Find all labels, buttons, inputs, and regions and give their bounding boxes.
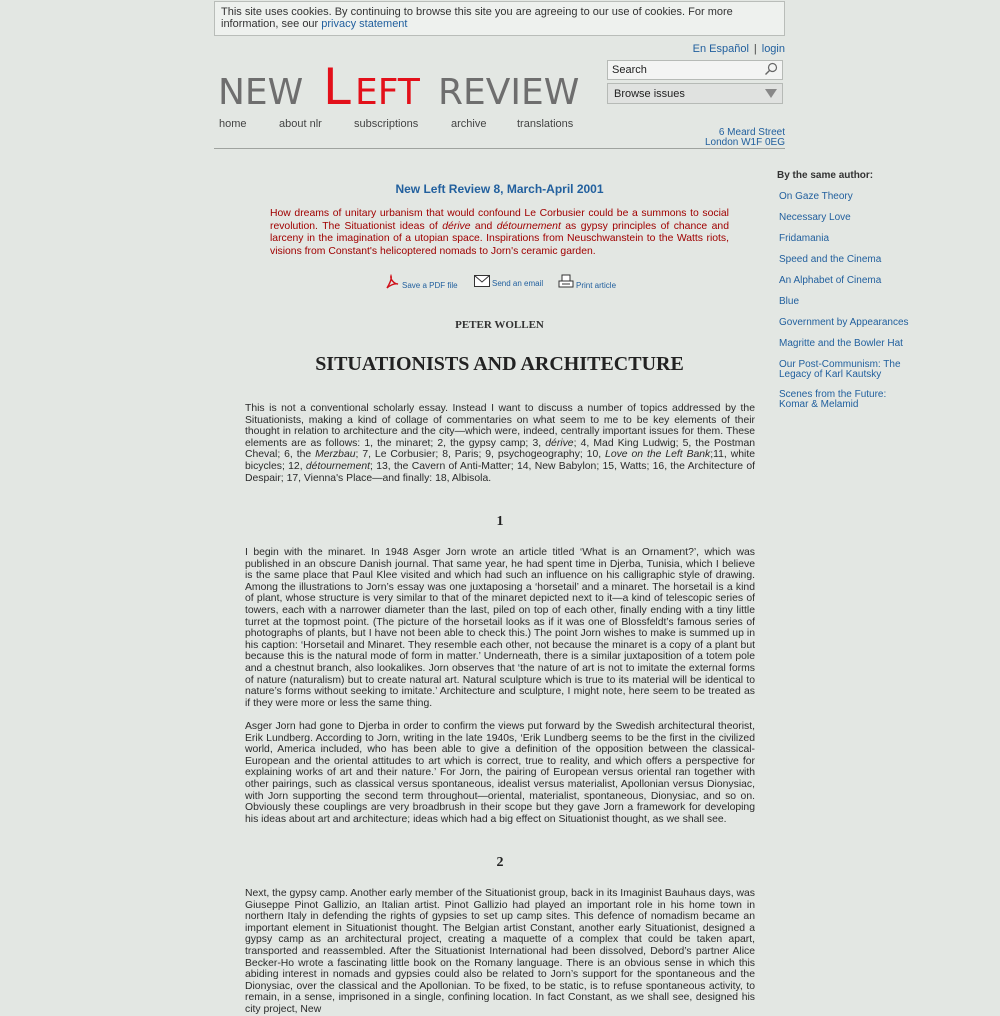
nav-about[interactable]: about nlr (279, 118, 322, 130)
abstract-detournement: détournement (496, 220, 561, 232)
abstract-text-1: How dreams of unitary urbanism that would confound Le Corbusier could be a summons to social revolution. The Situationist ideas of (270, 208, 729, 232)
header-divider (214, 148, 785, 149)
paragraph-2: Asger Jorn had gone to Djerba in order to confirm the views put forward by the Swedish architectural theorist, Erik Lundberg. According to Jorn, writing in the late 1940s, ‘Erik Lundberg seems to be the first in the civilized world, America included, who has been able to give a definition of the opposition between the classical-European and the oriental attitudes to art which is correct, true to reality, and which offers a perspective for explaining works of art and their nature.’ For Jorn, the pairing of European versus oriental ran together with other pairings, such as classical versus spontaneous, idealist versus materialist, Apollonian versus Dionysiac, with Jorn supporting the second term throughout—oriental, materialist, spontaneous, Dionysiac, and so on. Obviously these couplings are very broadbrush in their scope but they gave Jorn a framework for developing his ideas about art and architecture; ideas which had a big effect on Situationist thought, as we shall see. (245, 721, 755, 825)
sidebar-heading: By the same author: (777, 170, 874, 181)
envelope-icon (474, 274, 490, 288)
nav-translations[interactable]: translations (517, 118, 574, 130)
spanish-link[interactable]: En Español (692, 43, 749, 55)
separator: | (753, 43, 757, 55)
sidebar-item-blue[interactable]: Blue (779, 296, 800, 307)
article-abstract (270, 208, 729, 258)
intro-love: Love on the Left Bank (605, 449, 711, 461)
same-author-sidebar (777, 170, 917, 410)
intro-paragraph (245, 403, 755, 484)
top-links (693, 43, 785, 55)
search-input[interactable] (607, 60, 783, 80)
browse-issues-select[interactable] (607, 83, 783, 104)
site-logo[interactable] (218, 58, 588, 108)
logo-word-eft: EFT (355, 72, 420, 108)
intro-detournement: détournement (305, 460, 371, 472)
cookie-text: This site uses cookies. By continuing to browse this site you are agreeing to our use of cookies. For more information, see our (221, 6, 733, 30)
paragraph-3: Next, the gypsy camp. Another early member of the Situationist group, back in its Imaginist Bauhaus days, was Giuseppe Pinot Gallizio, an Italian artist. Pinot Gallizio had played an important role in his home town in northern Italy in defending the rights of gypsies to set up camp sites. This defence of nomadism became an important element in Situationist thought. The Belgian artist Constant, another early Situationist, designed a gypsy camp as an architectural project, creating a maquette of a complex that could be taken apart, transported and reassembled. After the Situationist International had been dissolved, Debord’s partner Alice Becker-Ho wrote a fascinating little book on the Romany language. There is an obvious sense in which this abiding interest in nomads and gypsies could also be related to Jorn’s support for the spontaneous and the Dionysiac, over the classical and the Apollonian. To be fixed, to be static, is to refuse spontaneous activity, to remain, in a sense, imprisoned in a single, confining location. In fact Constant, as we shall see, designed his city project, New (245, 888, 755, 1015)
intro-text-1: This is not a conventional scholarly essay. Instead I want to discuss a number of topics addressed by the Situationists, making a kind of collage of commentaries on what seem to me to be key elements of their thought in relation to architecture and the city—which were, indeed, centrally important issues for them. These elements are as follows: 1, the minaret; 2, the gypsy camp; 3, (245, 403, 755, 449)
printer-icon (558, 274, 574, 290)
logo-word-review: REVIEW (438, 72, 580, 108)
cookie-notice (214, 1, 785, 36)
intro-text-2: ; 4, Mad King Ludwig; 5, the Postman Cheval; 6, the (245, 437, 755, 461)
logo-big-l: L (323, 58, 351, 108)
issue-title[interactable]: New Left Review 8, March-April 2001 (395, 182, 604, 196)
search-placeholder: Search (612, 64, 647, 76)
nav-home[interactable]: home (219, 118, 247, 130)
sidebar-item-on-gaze-theory[interactable]: On Gaze Theory (779, 191, 853, 202)
print-article-link[interactable] (558, 274, 616, 290)
save-pdf-label: Save a PDF file (402, 281, 458, 290)
sidebar-item-alphabet-of-cinema[interactable]: An Alphabet of Cinema (779, 275, 882, 286)
browse-label: Browse issues (614, 88, 685, 100)
login-link[interactable]: login (761, 43, 785, 55)
send-email-label: Send an email (492, 279, 544, 288)
save-pdf-link[interactable] (384, 274, 458, 290)
sidebar-item-fridamania[interactable]: Fridamania (779, 233, 830, 244)
privacy-statement-link[interactable]: privacy statement (321, 18, 408, 30)
sidebar-item-government-by-appearances[interactable]: Government by Appearances (779, 317, 909, 328)
intro-text-5: ; 13, the Cavern of Anti-Matter; 14, New Babylon; 15, Watts; 16, the Architecture of Despair; 17, Vienna's Place—and finally: 18, Albisola. (245, 460, 755, 484)
address-line-1: 6 Meard Street (718, 127, 785, 138)
sidebar-item-post-communism[interactable]: Our Post-Communism: The Legacy of Karl Kautsky (779, 359, 901, 380)
nav-subscriptions[interactable]: subscriptions (354, 118, 419, 130)
address-line-2: London W1F 0EG (704, 137, 785, 148)
sidebar-item-magritte[interactable]: Magritte and the Bowler Hat (779, 338, 903, 349)
send-email-link[interactable] (474, 274, 543, 288)
logo-word-new: NEW (218, 72, 304, 108)
pdf-icon (384, 274, 400, 290)
sidebar-item-scenes-from-the-future[interactable]: Scenes from the Future: Komar & Melamid (779, 389, 887, 410)
article-title: SITUATIONISTS AND ARCHITECTURE (315, 353, 684, 375)
abstract-text-2: as gypsy principles of chance and larceny in the imagination of a utopian space. Inspirations from Neuschwanstein to the Watts riots, visions from Constant's helicoptered nomads to Jorn's ceramic garden. (270, 220, 729, 257)
abstract-derive: dérive (442, 220, 471, 232)
section-number-2: 2 (496, 855, 504, 870)
paragraph-1: I begin with the minaret. In 1948 Asger Jorn wrote an article titled ‘What is an Ornament?’, which was published in an obscure Danish journal. That same year, he had spent time in Djerba, Tunisia, which I believe is the same place that Paul Klee visited and which had such an influence on his calligraphic style of drawing. Among the illustrations to Jorn’s essay was one juxtaposing a ‘horsetail’ and a minaret. The horsetail is a kind of plant, whose structure is very similar to that of the minaret depicted next to it—a kind of telescopic series of towers, each with a narrower diameter than the last, piled on top of each other, finally ending with a tiny little turret at the topmost point. (The picture of the horsetail looks as if it was one of Blossfeldt’s famous series of photographs of plants, but I have not been able to check this.) The point Jorn wishes to make is summed up in his caption: ‘Horsetail and Minaret. They resemble each other, not because the minaret is a copy of a plant but because this is the natural mode of form in matter.’ Underneath, there is a similar juxtaposition of a totem pole and a chestnut branch, also lookalikes. Jorn observes that ‘the nature of art is not to imitate the external forms of nature (naturalism) but to create natural art. Natural sculpture which is true to its material will be identical to nature’s forms without seeking to imitate.’ Architecture and sculpture, I might note, here seem to be treated as if they were more or less the same thing. (245, 547, 755, 709)
print-article-label: Print article (576, 281, 617, 290)
search-icon[interactable] (764, 62, 778, 76)
intro-text-3: ; 7, Le Corbusier; 8, Paris; 9, psychogeography; 10, (355, 449, 606, 461)
dropdown-arrow-icon (765, 89, 777, 98)
intro-merzbau: Merzbau (315, 449, 356, 461)
sidebar-item-necessary-love[interactable]: Necessary Love (779, 212, 851, 223)
nav-archive[interactable]: archive (451, 118, 487, 130)
abstract-and: and (470, 220, 497, 232)
sidebar-item-speed-and-the-cinema[interactable]: Speed and the Cinema (779, 254, 882, 265)
article-author[interactable]: PETER WOLLEN (455, 319, 544, 331)
address (705, 128, 785, 148)
intro-derive: dérive (545, 437, 574, 449)
section-number-1: 1 (496, 514, 504, 529)
intro-text-4: ;11, white bicycles; 12, (245, 449, 755, 472)
